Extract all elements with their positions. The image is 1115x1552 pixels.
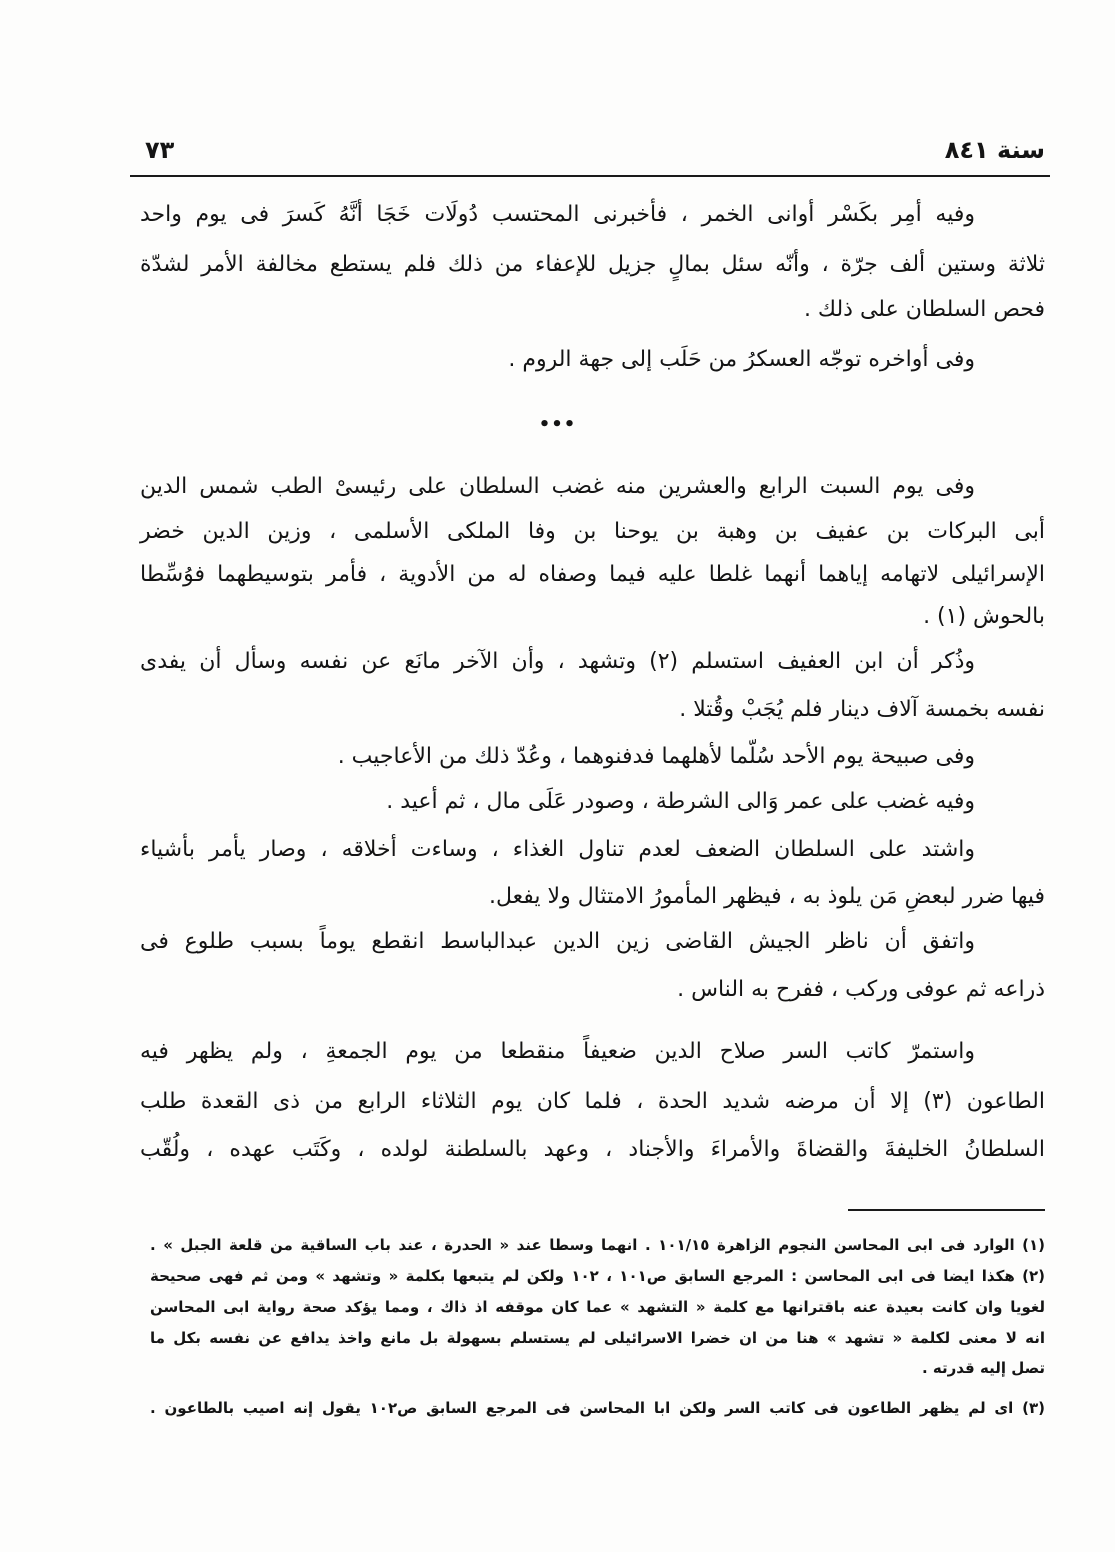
- body-line: وفى يوم السبت الرابع والعشرين منه غضب السلطان على رئيسىْ الطب شمس الدين: [140, 474, 975, 499]
- body-line: وفى صبيحة يوم الأحد سُلّما لأهلهما فدفنوهما ، وعُدّ ذلك من الأعاجيب .: [337, 744, 975, 769]
- footnote-3: (٣) اى لم يظهر الطاعون فى كاتب السر ولكن ابا المحاسن فى المرجع السابق ص١٠٢ يقول إنه اصيب بالطاعون .: [150, 1399, 1045, 1417]
- body-line: وفيه أمِر بكَسْر أوانى الخمر ، فأخبرنى المحتسب دُولَات خَجَا أنَّهُ كَسرَ فى يوم واحد: [140, 202, 975, 227]
- header-rule: [130, 175, 1050, 177]
- footnote-rule: [848, 1209, 1045, 1211]
- footnote-2-line: انه لا معنى لكلمة « تشهد » هنا من ان خضرا الاسرائيلى لم يستسلم بسهولة بل مانع واخذ يدافع عن نفسه بكل ما: [150, 1329, 1045, 1347]
- body-line: فيها ضرر لبعضِ مَن يلوذ به ، فيظهر المأمورُ الامتثال ولا يفعل.: [489, 884, 1045, 909]
- body-line: بالحوش (١) .: [923, 604, 1045, 629]
- body-line: واتفق أن ناظر الجيش القاضى زين الدين عبدالباسط انقطع يوماً بسبب طلوع فى: [140, 929, 975, 954]
- body-line: الإسرائيلى لاتهامه إياهما أنهما غلطا عليه فيما وصفاه له من الأدوية ، فأمر بتوسيطهما فوُسِّطا: [140, 562, 1045, 587]
- page-number: ٧٣: [145, 136, 175, 164]
- footnote-2-line: لغويا وان كانت بعيدة عنه باقترانها مع كلمة « التشهد » عما كان موقفه اذ ذاك ، ومما يؤكد صحة رواية ابى المحاسن: [150, 1298, 1045, 1316]
- body-line: نفسه بخمسة آلاف دينار فلم يُجَبْ وقُتلا .: [679, 697, 1045, 722]
- section-separator: •••: [538, 414, 577, 435]
- body-line: وذُكر أن ابن العفيف استسلم (٢) وتشهد ، وأن الآخر مانَع عن نفسه وسأل أن يفدى: [140, 649, 975, 674]
- body-line: واستمرّ كاتب السر صلاح الدين ضعيفاً منقطعا من يوم الجمعةِ ، ولم يظهر فيه: [140, 1039, 975, 1064]
- body-line: وفى أواخره توجّه العسكرُ من حَلَب إلى جهة الروم .: [508, 347, 975, 372]
- body-line: فحص السلطان على ذلك .: [803, 297, 1045, 322]
- body-line: الطاعون (٣) إلا أن مرضه شديد الحدة ، فلما كان يوم الثلاثاء الرابع من ذى القعدة طلب: [140, 1089, 1045, 1114]
- footnote-2: (٢) هكذا ايضا فى ابى المحاسن : المرجع السابق ص١٠١ ، ١٠٢ ولكن لم يتبعها بكلمة « وتشهد » ومن ثم فهى صحيحة: [150, 1267, 1045, 1285]
- body-line: السلطانُ الخليفةَ والقضاةَ والأمراءَ والأجناد ، وعهد بالسلطنة لولده ، وكَتَب عهده ، ولُقّب: [140, 1137, 1045, 1162]
- body-line: وفيه غضب على عمر وَالى الشرطة ، وصودر عَلَى مال ، ثم أعيد .: [386, 789, 975, 814]
- footnote-2-line: تصل إليه قدرته .: [921, 1359, 1045, 1377]
- footnote-1: (١) الوارد فى ابى المحاسن النجوم الزاهرة ١٠١/١٥ . انهما وسطا عند « الحدرة ، عند باب الساقية من قلعة الجبل » .: [150, 1236, 1045, 1254]
- body-line: ثلاثة وستين ألف جرّة ، وأنّه سئل بمالٍ جزيل للإعفاء من ذلك فلم يستطع مخالفة الأمر لشدّة: [140, 252, 1045, 277]
- body-line: واشتد على السلطان الضعف لعدم تناول الغذاء ، وساءت أخلاقه ، وصار يأمر بأشياء: [140, 837, 975, 862]
- body-line: ذراعه ثم عوفى وركب ، ففرح به الناس .: [677, 977, 1045, 1002]
- running-head: سنة ٨٤١: [944, 136, 1045, 164]
- body-line: أبى البركات بن عفيف بن وهبة بن يوحنا بن وفا الملكى الأسلمى ، وزين الدين خضر: [140, 519, 1045, 544]
